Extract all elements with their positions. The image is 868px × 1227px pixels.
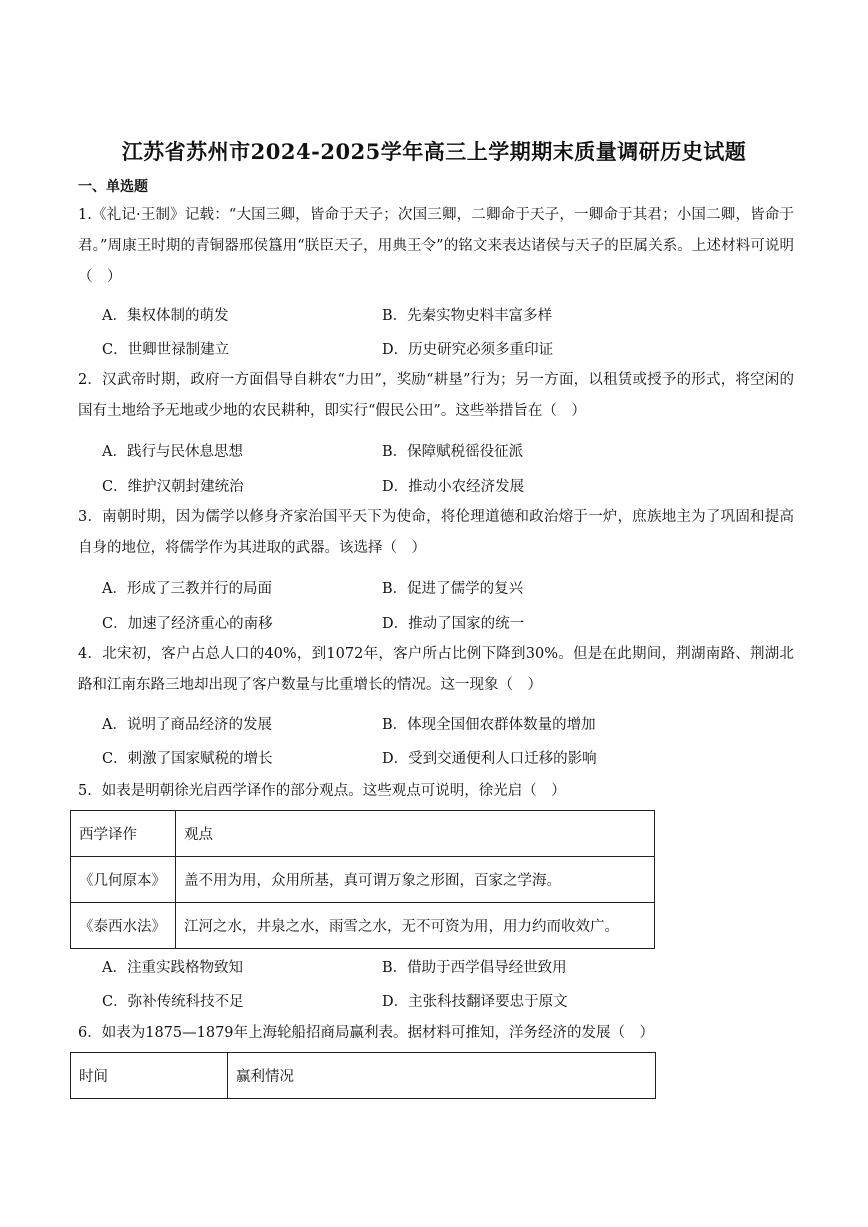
question-4-option-d: D．受到交通便利人口迁移的影响 bbox=[382, 751, 597, 767]
section-heading: 一、单选题 bbox=[78, 179, 148, 195]
question-1-option-c: C．世卿世禄制建立 bbox=[102, 342, 230, 358]
question-2-option-d: D．推动小农经济发展 bbox=[382, 479, 525, 495]
question-5-option-d: D．主张科技翻译要忠于原文 bbox=[382, 994, 568, 1010]
question-2-option-a: A．践行与民休息思想 bbox=[102, 444, 243, 460]
question-5-table bbox=[70, 810, 655, 949]
question-1-stem: 1.《礼记·王制》记载：“大国三卿，皆命于天子；次国三卿，二卿命于天子，一卿命于其君；小国二卿，皆命于君。”周康王时期的青铜器邢侯簋用“朕臣天子，用典王令”的铭文来表达诸侯与天子的臣属关系。上述材料可说明（ ） bbox=[78, 207, 794, 285]
question-3-stem: 3．南朝时期，因为儒学以修身齐家治国平天下为使命，将伦理道德和政治熔于一炉，庶族地主为了巩固和提高自身的地位，将儒学作为其进取的武器。该选择（ ） bbox=[78, 509, 794, 556]
question-3-option-a: A．形成了三教并行的局面 bbox=[102, 581, 272, 597]
table-cell: 《几何原本》 bbox=[71, 857, 176, 903]
table-cell: 盖不用为用，众用所基，真可谓万象之形囿，百家之学海。 bbox=[176, 857, 655, 903]
question-2-option-c: C．维护汉朝封建统治 bbox=[102, 479, 244, 495]
table-cell: 《泰西水法》 bbox=[71, 903, 176, 949]
question-6-table bbox=[70, 1052, 656, 1099]
question-4-option-a: A．说明了商品经济的发展 bbox=[102, 717, 272, 733]
question-5-option-a: A．注重实践格物致知 bbox=[102, 960, 243, 976]
table-row bbox=[71, 1053, 656, 1099]
question-3-option-d: D．推动了国家的统一 bbox=[382, 616, 525, 632]
table-row bbox=[71, 857, 655, 903]
question-5-option-b: B．借助于西学倡导经世致用 bbox=[382, 960, 567, 976]
question-4-stem: 4．北宋初，客户占总人口的40%，到1072年，客户所占比例下降到30%。但是在此期间，荆湖南路、荆湖北路和江南东路三地却出现了客户数量与比重增长的情况。这一现象（ ） bbox=[78, 646, 794, 693]
page-title: 江苏省苏州市2024-2025学年高三上学期期末质量调研历史试题 bbox=[121, 139, 747, 164]
table-cell: 赢利情况 bbox=[228, 1053, 656, 1099]
question-1-option-b: B．先秦实物史料丰富多样 bbox=[382, 308, 553, 324]
table-row bbox=[71, 811, 655, 857]
question-1-option-a: A．集权体制的萌发 bbox=[102, 308, 229, 324]
question-3-option-c: C．加速了经济重心的南移 bbox=[102, 616, 273, 632]
question-6-stem: 6．如表为1875—1879年上海轮船招商局赢利表。据材料可推知，洋务经济的发展（ ） bbox=[78, 1025, 655, 1041]
question-2-stem: 2．汉武帝时期，政府一方面倡导自耕农“力田”，奖励“耕垦”行为；另一方面，以租赁或授予的形式，将空闲的国有土地给予无地或少地的农民耕种，即实行“假民公田”。这些举措旨在（ ） bbox=[78, 372, 794, 419]
question-1-option-d: D．历史研究必须多重印证 bbox=[382, 342, 554, 358]
table-cell: 西学译作 bbox=[71, 811, 176, 857]
table-cell: 时间 bbox=[71, 1053, 228, 1099]
question-4-option-c: C．刺激了国家赋税的增长 bbox=[102, 751, 273, 767]
question-5-option-c: C．弥补传统科技不足 bbox=[102, 994, 244, 1010]
table-cell: 观点 bbox=[176, 811, 655, 857]
question-5-stem: 5．如表是明朝徐光启西学译作的部分观点。这些观点可说明，徐光启（ ） bbox=[78, 783, 566, 799]
question-2-option-b: B．保障赋税徭役征派 bbox=[382, 444, 524, 460]
table-cell: 江河之水，井泉之水，雨雪之水，无不可资为用，用力约而收效广。 bbox=[176, 903, 655, 949]
question-4-option-b: B．体现全国佃农群体数量的增加 bbox=[382, 717, 596, 733]
table-row bbox=[71, 903, 655, 949]
question-3-option-b: B．促进了儒学的复兴 bbox=[382, 581, 524, 597]
